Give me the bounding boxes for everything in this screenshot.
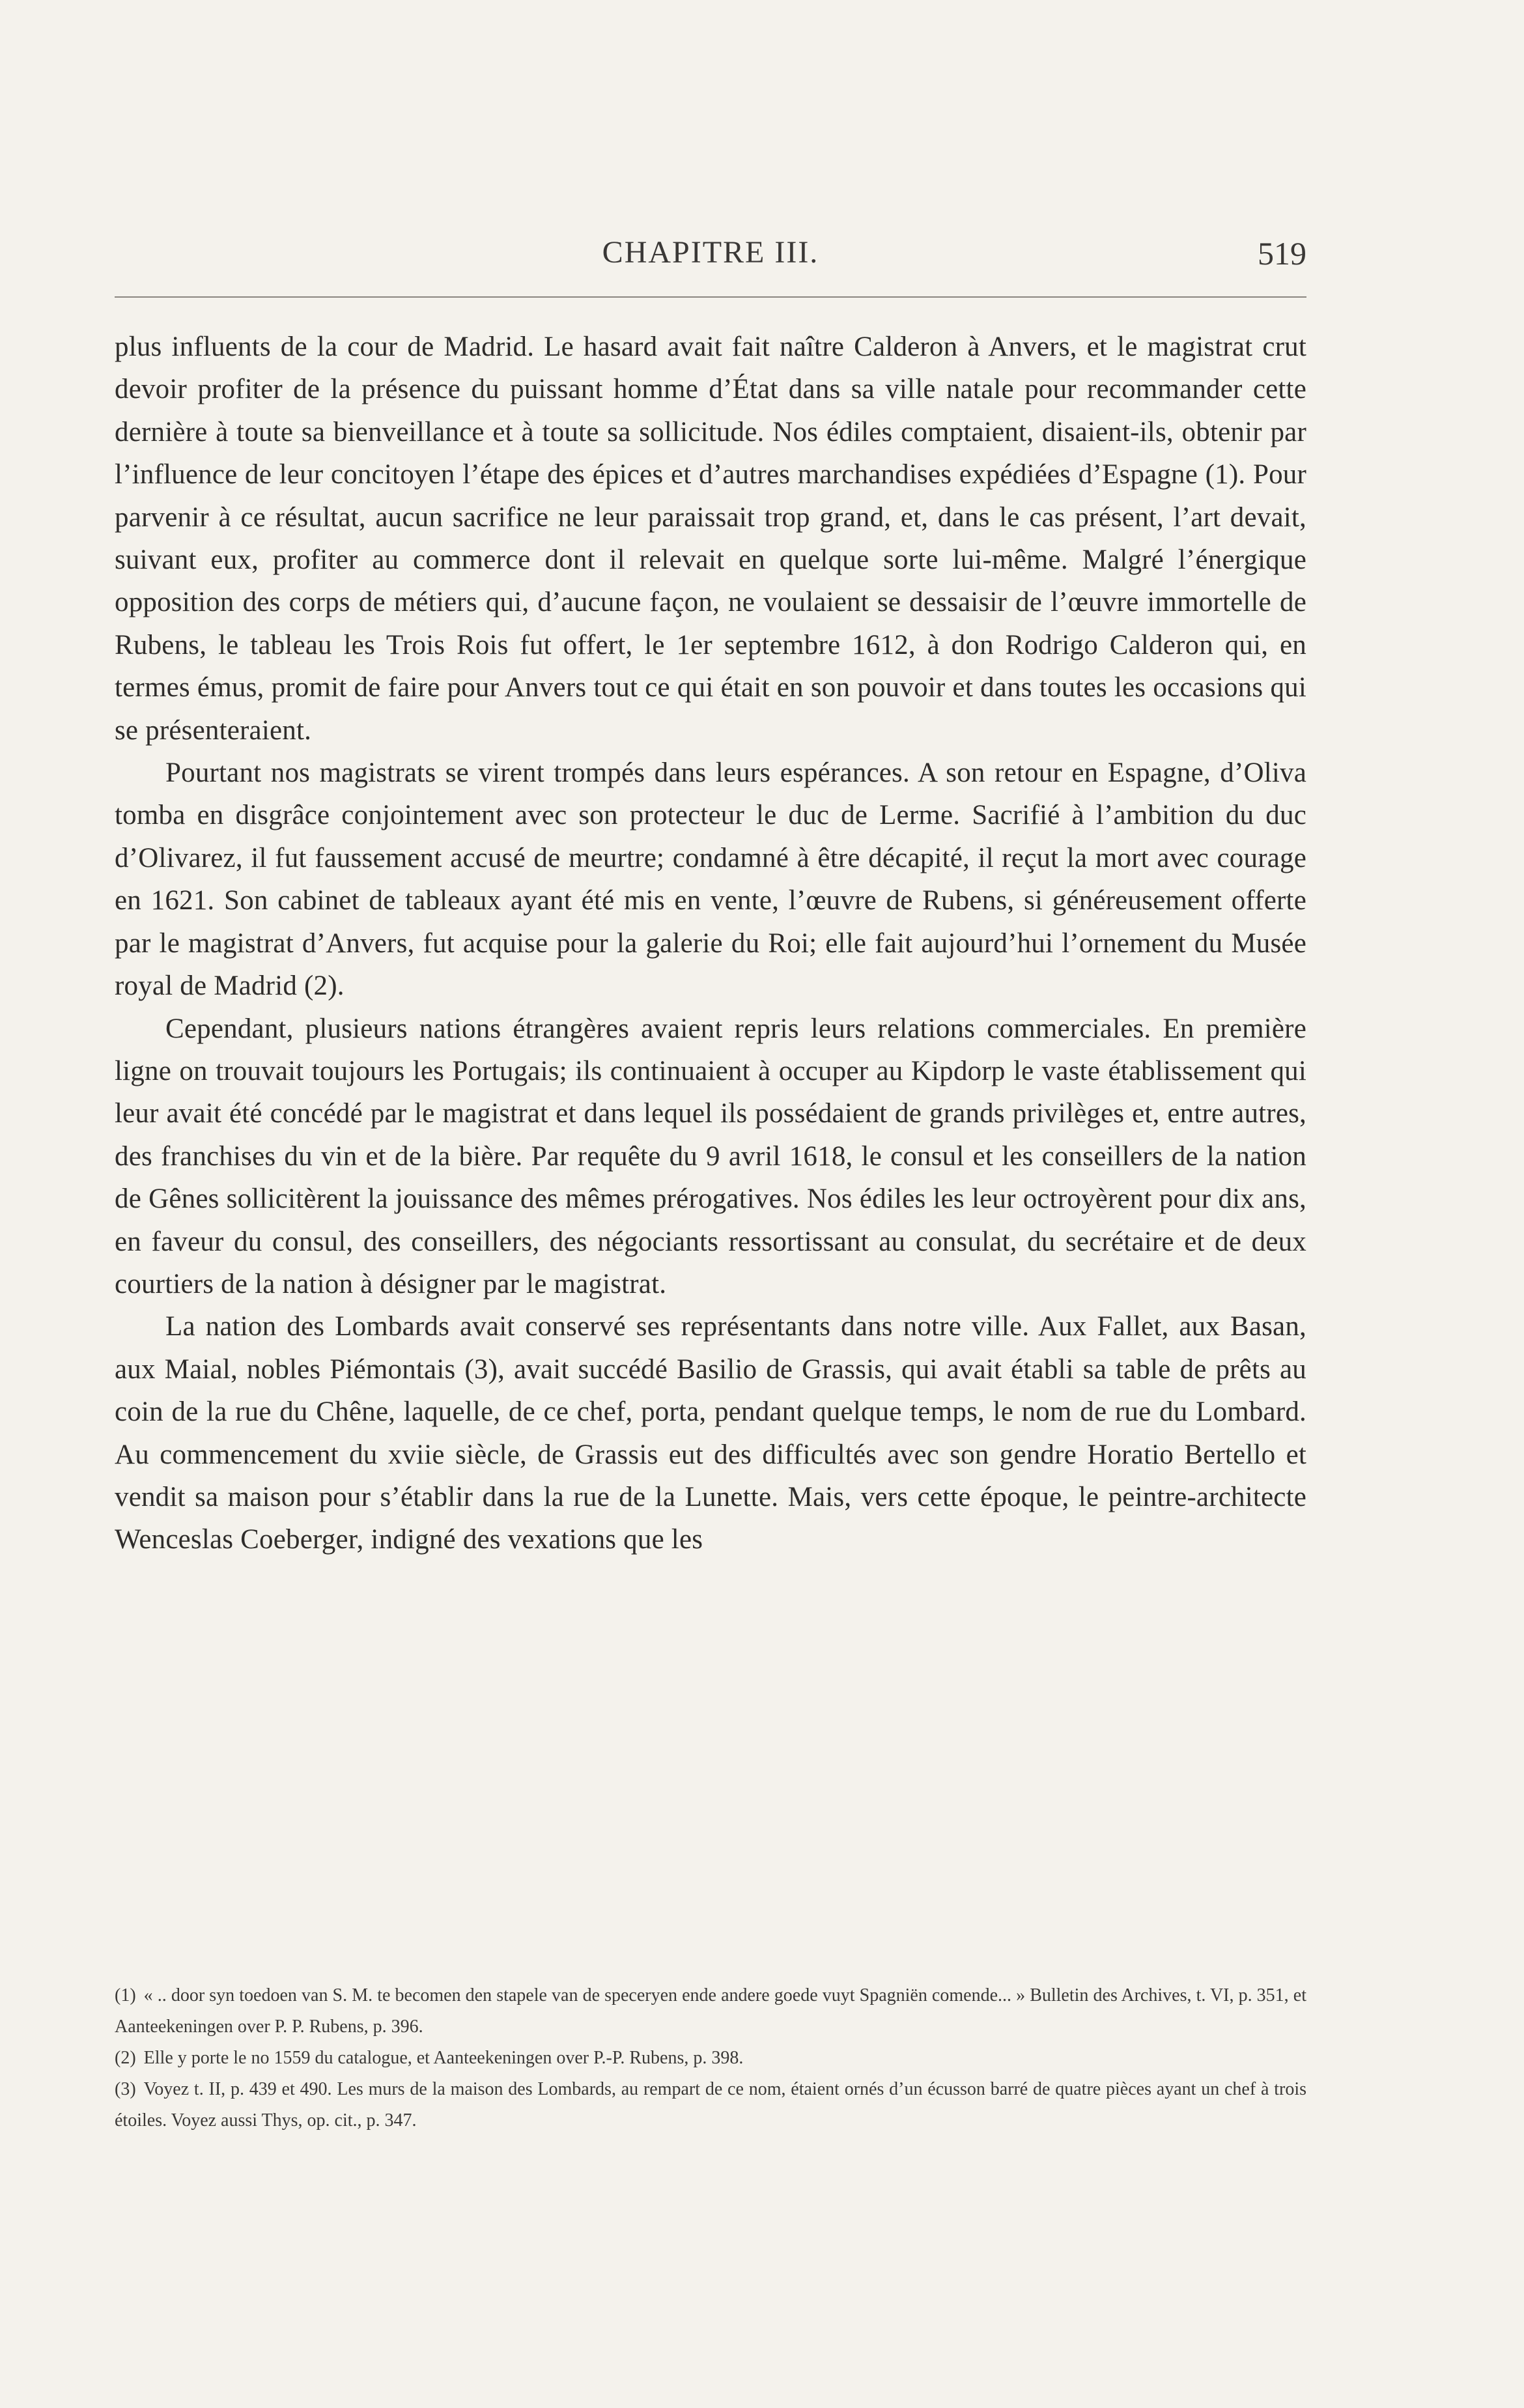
- footnote-marker: (3): [115, 2079, 136, 2099]
- footnotes: [115, 1980, 1306, 2136]
- paragraph-2: Pourtant nos magistrats se virent trompés dans leurs espérances. A son retour en Espagne, d’Oliva tomba en disgrâce conjointement avec son protecteur le duc de Lerme. Sacrifié à l’ambition du duc d’Olivarez, il fut faussement accusé de meurtre; condamné à être décapité, il reçut la mort avec courage en 1621. Son cabinet de tableaux ayant été mis en vente, l’œuvre de Rubens, si généreusement offerte par le magistrat d’Anvers, fut acquise pour la galerie du Roi; elle fait aujourd’hui l’ornement du Musée royal de Madrid (2).: [115, 758, 1306, 1002]
- footnote-text: « .. door syn toedoen van S. M. te becomen den stapele van de speceryen ende andere goede vuyt Spagniën comende... » Bulletin des Archives, t. VI, p. 351, et Aanteekeningen over P. P. Rubens, p. 396.: [115, 1985, 1306, 2037]
- footnote-3: [115, 2074, 1306, 2136]
- footnote-marker: (1): [115, 1985, 136, 2005]
- paragraph-3: Cependant, plusieurs nations étrangères avaient repris leurs relations commerciales. En première ligne on trouvait toujours les Portugais; ils continuaient à occuper au Kipdorp le vaste établissement qui leur avait été concédé par le magistrat et dans lequel ils possédaient de grands privilèges et, entre autres, des franchises du vin et de la bière. Par requête du 9 avril 1618, le consul et les conseillers de la nation de Gênes sollicitèrent la jouissance des mêmes prérogatives. Nos édiles les leur octroyèrent pour dix ans, en faveur du consul, des conseillers, des négociants ressortissant au consulat, du secrétaire et de deux courtiers de la nation à désigner par le magistrat.: [115, 1013, 1306, 1299]
- footnote-text: Elle y porte le no 1559 du catalogue, et Aanteekeningen over P.-P. Rubens, p. 398.: [143, 2048, 744, 2068]
- footnote-1: [115, 1980, 1306, 2043]
- footnote-marker: (2): [115, 2048, 136, 2068]
- chapter-title: CHAPITRE III.: [602, 235, 819, 270]
- footnote-2: [115, 2043, 1306, 2074]
- header-rule: [115, 296, 1306, 298]
- page-number: 519: [1258, 235, 1306, 272]
- body-text: [115, 326, 1306, 1561]
- paragraph-1: plus influents de la cour de Madrid. Le hasard avait fait naître Calderon à Anvers, et le magistrat crut devoir profiter de la présence du puissant homme d’État dans sa ville natale pour recommander cette dernière à toute sa bienveillance et à toute sa sollicitude. Nos édiles comptaient, disaient-ils, obtenir par l’influence de leur concitoyen l’étape des épices et d’autres marchandises expédiées d’Espagne (1). Pour parvenir à ce résultat, aucun sacrifice ne leur paraissait trop grand, et, dans le cas présent, l’art devait, suivant eux, profiter au commerce dont il relevait en quelque sorte lui-même. Malgré l’énergique opposition des corps de métiers qui, d’aucune façon, ne voulaient se dessaisir de l’œuvre immortelle de Rubens, le tableau les Trois Rois fut offert, le 1er septembre 1612, à don Rodrigo Calderon qui, en termes émus, promit de faire pour Anvers tout ce qui était en son pouvoir et dans toutes les occasions qui se présenteraient.: [115, 332, 1306, 746]
- footnote-text: Voyez t. II, p. 439 et 490. Les murs de la maison des Lombards, au rempart de ce nom, étaient ornés d’un écusson barré de quatre pièces ayant un chef à trois étoiles. Voyez aussi Thys, op. cit., p. 347.: [115, 2079, 1306, 2131]
- paragraph-4: La nation des Lombards avait conservé ses représentants dans notre ville. Aux Fallet, aux Basan, aux Maial, nobles Piémontais (3), avait succédé Basilio de Grassis, qui avait établi sa table de prêts au coin de la rue du Chêne, laquelle, de ce chef, porta, pendant quelque temps, le nom de rue du Lombard. Au commencement du xviie siècle, de Grassis eut des difficultés avec son gendre Horatio Bertello et vendit sa maison pour s’établir dans la rue de la Lunette. Mais, vers cette époque, le peintre-architecte Wenceslas Coeberger, indigné des vexations que les: [115, 1311, 1306, 1555]
- running-head: [115, 228, 1306, 280]
